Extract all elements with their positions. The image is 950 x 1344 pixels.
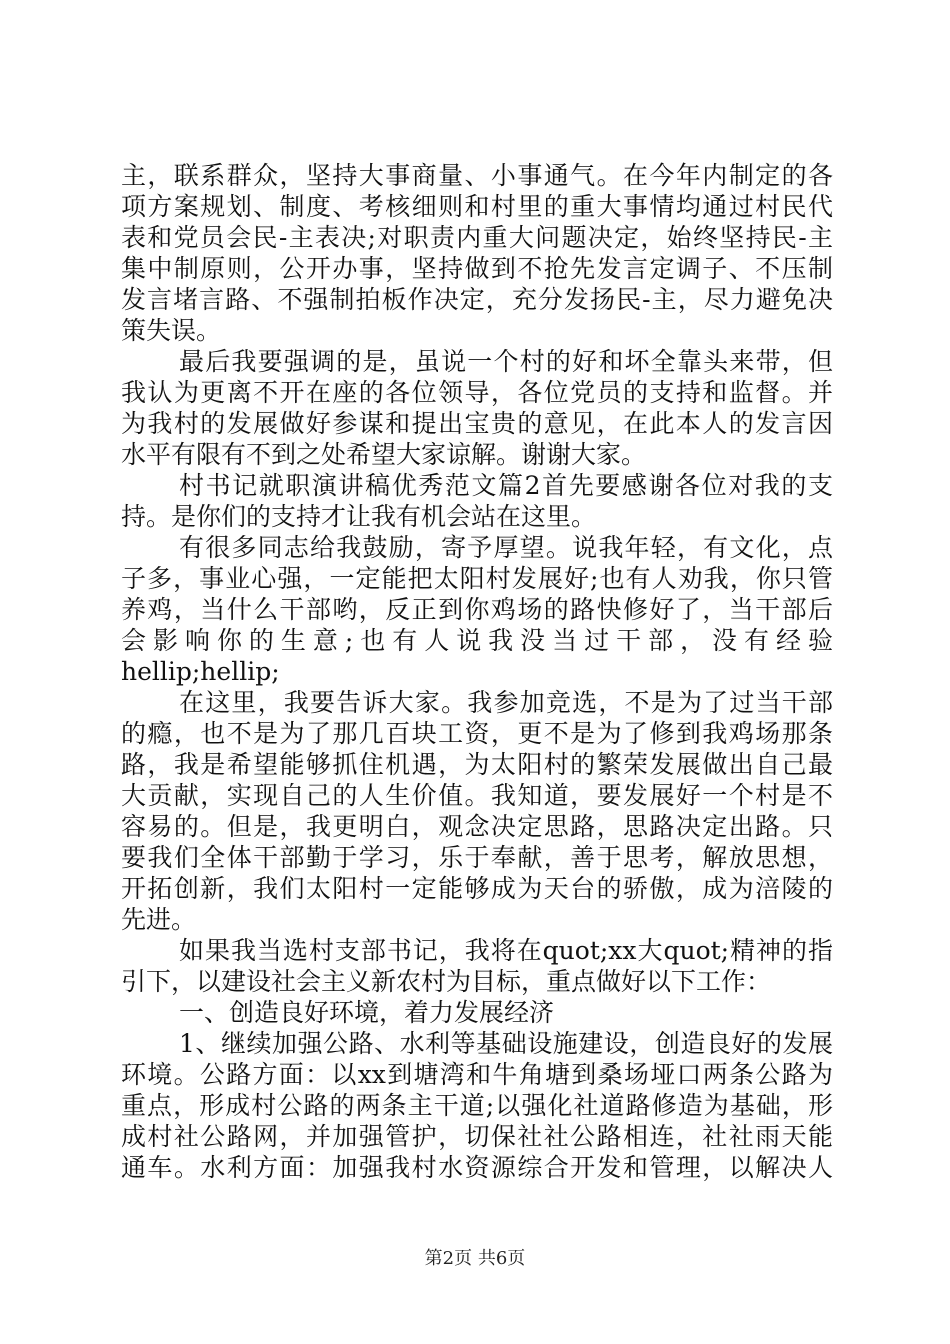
text-line: 1、继续加强公路、水利等基础设施建设，创造良好的发展 [179, 1029, 833, 1058]
text-line: hellip;hellip; [121, 657, 280, 686]
text-line: 最后我要强调的是，虽说一个村的好和坏全靠头来带，但 [179, 347, 833, 376]
text-line: 要我们全体干部勤于学习，乐于奉献，善于思考，解放思想， [121, 843, 833, 872]
text-line: 成村社公路网，并加强管护，切保社社公路相连，社社雨天能 [121, 1122, 833, 1151]
text-line: 路，我是希望能够抓住机遇，为太阳村的繁荣发展做出自己最 [121, 750, 833, 779]
text-line: 养鸡，当什么干部哟，反正到你鸡场的路快修好了，当干部后 [121, 595, 833, 624]
text-line: 环境。公路方面：以xx到塘湾和牛角塘到桑场垭口两条公路为 [121, 1060, 833, 1089]
text-line: 先进。 [121, 905, 197, 934]
text-line: 发言堵言路、不强制拍板作决定，充分发扬民-主，尽力避免决 [121, 285, 833, 314]
text-line: 开拓创新，我们太阳村一定能够成为天台的骄傲，成为涪陵的 [121, 874, 833, 903]
text-line: 持。是你们的支持才让我有机会站在这里。 [121, 502, 597, 531]
text-line: 大贡献，实现自己的人生价值。我知道，要发展好一个村是不 [121, 781, 833, 810]
text-line: 项方案规划、制度、考核细则和村里的重大事情均通过村民代 [121, 192, 833, 221]
text-line: 会影响你的生意;也有人说我没当过干部，没有经验 [121, 626, 833, 655]
text-line: 容易的。但是，我更明白，观念决定思路，思路决定出路。只 [121, 812, 833, 841]
text-line: 子多，事业心强，一定能把太阳村发展好;也有人劝我，你只管 [121, 564, 833, 593]
text-line: 集中制原则，公开办事，坚持做到不抢先发言定调子、不压制 [121, 254, 833, 283]
body-text [121, 160, 833, 1183]
text-line: 在这里，我要告诉大家。我参加竞选，不是为了过当干部 [179, 688, 833, 717]
text-line: 的瘾，也不是为了那几百块工资，更不是为了修到我鸡场那条 [121, 719, 833, 748]
text-line: 我认为更离不开在座的各位领导，各位党员的支持和监督。并 [121, 378, 833, 407]
text-line: 如果我当选村支部书记，我将在quot;xx大quot;精神的指 [179, 936, 833, 965]
text-line: 重点，形成村公路的两条主干道;以强化社道路修造为基础，形 [121, 1091, 833, 1120]
text-line: 有很多同志给我鼓励，寄予厚望。说我年轻，有文化，点 [179, 533, 833, 562]
text-line: 策失误。 [121, 316, 222, 345]
text-line: 为我村的发展做好参谋和提出宝贵的意见，在此本人的发言因 [121, 409, 833, 438]
page-footer: 第2页 共6页 [424, 1248, 526, 1269]
text-line: 通车。水利方面：加强我村水资源综合开发和管理，以解决人 [121, 1153, 833, 1182]
text-line: 村书记就职演讲稿优秀范文篇2首先要感谢各位对我的支 [179, 471, 833, 500]
text-line: 一、创造良好环境，着力发展经济 [179, 998, 555, 1027]
text-line: 引下，以建设社会主义新农村为目标，重点做好以下工作： [121, 967, 772, 996]
text-line: 水平有限有不到之处希望大家谅解。谢谢大家。 [121, 440, 647, 469]
text-line: 主，联系群众，坚持大事商量、小事通气。在今年内制定的各 [121, 161, 833, 190]
text-line: 表和党员会民-主表决;对职责内重大问题决定，始终坚持民-主 [121, 223, 833, 252]
